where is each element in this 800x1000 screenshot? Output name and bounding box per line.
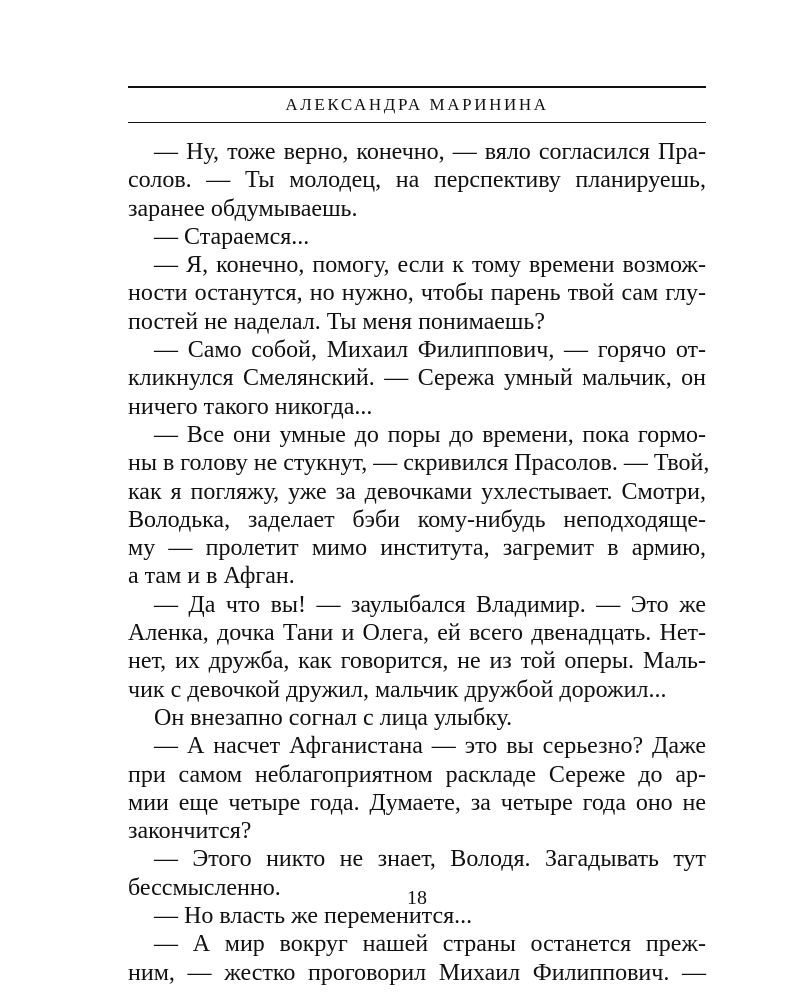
text-line: нет, их дружба, как говорится, не из той оперы. Маль-: [128, 648, 706, 675]
text-line: закончится?: [128, 818, 252, 845]
text-line: — Я, конечно, помогу, если к тому времени возмож-: [154, 252, 706, 279]
body-text: [128, 138, 710, 987]
text-line: Володька, заделает бэби кому-нибудь неподходяще-: [128, 506, 706, 533]
page-number: 18: [407, 887, 427, 909]
text-line: — А насчет Афганистана — это вы серьезно? Даже: [154, 733, 706, 760]
text-line: — Ну, тоже верно, конечно, — вяло согласился Пра-: [154, 139, 706, 165]
text-line: Аленка, дочка Тани и Олега, ей всего двенадцать. Нет-: [128, 620, 706, 647]
text-line: — Стараемся...: [154, 223, 310, 250]
text-line: заранее обдумываешь.: [128, 195, 358, 222]
text-line: чик с девочкой дружил, мальчик дружбой дорожил...: [128, 676, 667, 703]
text-line: солов. — Ты молодец, на перспективу планируешь,: [128, 167, 706, 194]
header-rule-top: [128, 86, 706, 88]
text-line: кликнулся Смелянский. — Сережа умный мальчик, он: [128, 365, 706, 392]
text-line: — Но власть же переменится...: [154, 903, 473, 930]
text-line: — Этого никто не знает, Володя. Загадывать тут: [154, 846, 706, 873]
text-line: Он внезапно согнал с лица улыбку.: [154, 704, 513, 731]
text-line: при самом неблагоприятном раскладе Сереже до ар-: [128, 761, 706, 788]
text-line: мии еще четыре года. Думаете, за четыре года оно не: [128, 789, 706, 816]
text-line: му — пролетит мимо института, загремит в армию,: [128, 535, 706, 562]
text-line: — Да что вы! — заулыбался Владимир. — Это же: [154, 591, 706, 618]
text-line: а там и в Афган.: [128, 563, 295, 590]
text-line: — Все они умные до поры до времени, пока гормо-: [154, 421, 706, 448]
text-line: постей не наделал. Ты меня понимаешь?: [128, 308, 545, 335]
text-line: ны в голову не стукнут, — скривился Прасолов. — Твой,: [128, 450, 710, 477]
text-line: — Само собой, Михаил Филиппович, — горячо от-: [154, 337, 706, 364]
text-line: — А мир вокруг нашей страны останется преж-: [154, 931, 706, 958]
text-line: ничего такого никогда...: [128, 393, 373, 420]
text-line: бессмысленно.: [128, 874, 281, 901]
running-head-author: АЛЕКСАНДРА МАРИНИНА: [285, 95, 549, 114]
header-rule-bottom: [128, 122, 706, 123]
text-line: как я погляжу, уже за девочками ухлестывает. Смотри,: [128, 478, 706, 505]
text-line: ности останутся, но нужно, чтобы парень твой сам глу-: [128, 280, 706, 307]
text-line: ним, — жестко проговорил Михаил Филиппович. —: [128, 959, 706, 986]
